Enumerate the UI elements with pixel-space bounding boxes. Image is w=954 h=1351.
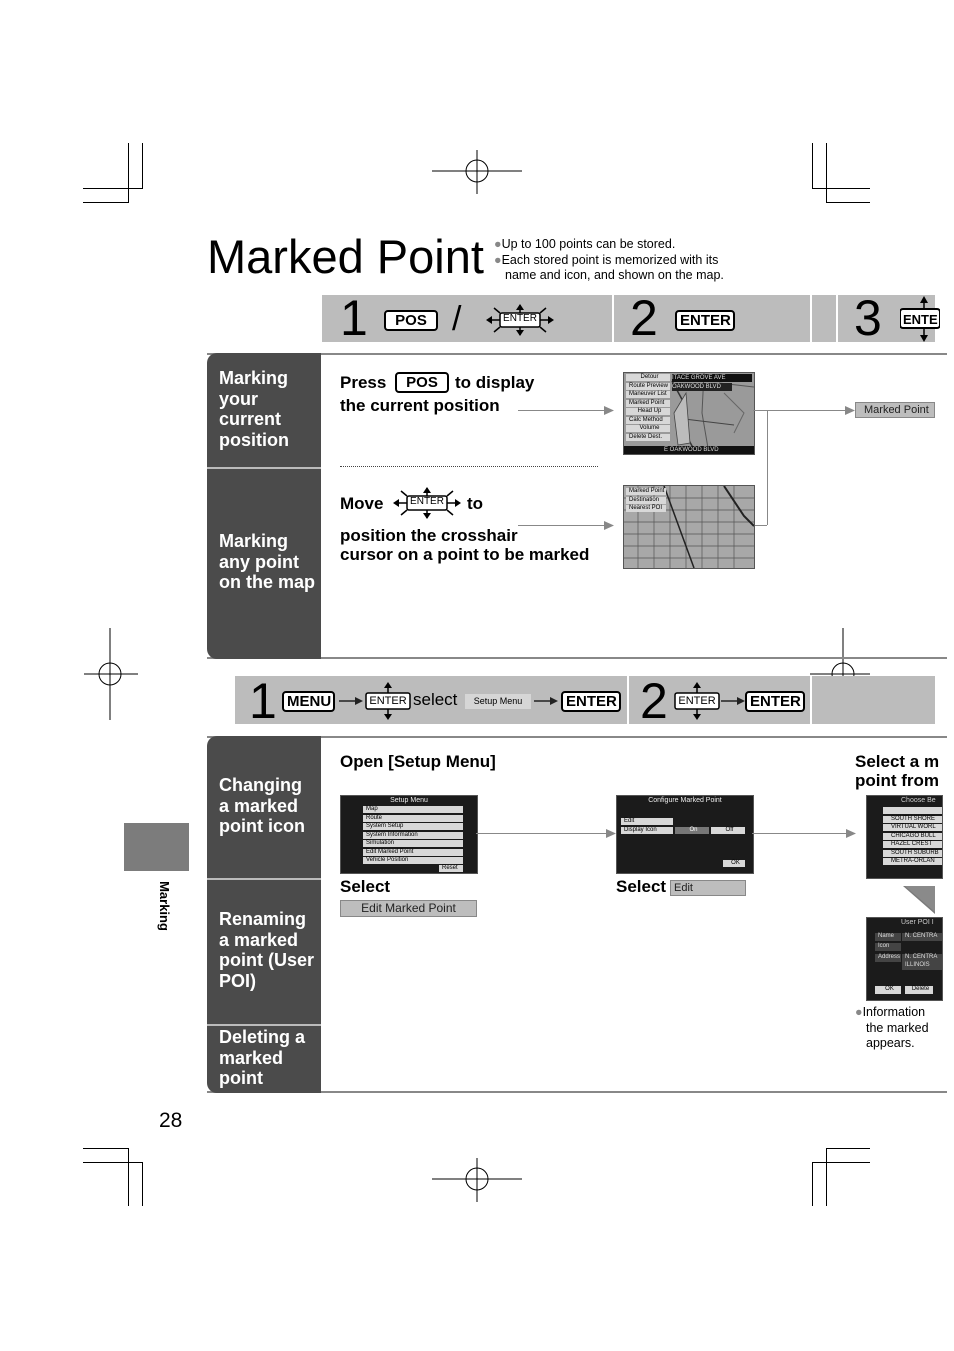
choose-title: Choose Be [901,797,936,804]
step-divider [612,295,614,342]
intro-notes [494,237,724,284]
section-changing-icon: Changing a marked point icon [219,775,305,836]
userpoi-address-val1: N. CENTRA [902,954,942,962]
setup-item: System Information [363,832,463,839]
select-label: Select [616,877,667,896]
chapter-tab [124,823,189,871]
crosshair-text-2: cursor on a point to be marked [340,545,590,564]
userpoi-address-val2: ILLINOIS [902,962,942,970]
page-title: Marked Point [207,230,484,283]
step-number-1: 1 [249,673,277,729]
userpoi-delete: Delete [905,986,933,994]
config-edit: Edit [621,818,673,825]
choose-item: METRA-ORLAN [883,858,943,865]
nav1-menu-item: Marked Point [626,400,670,407]
registration-mark-left [84,628,138,720]
edit-button: Edit [670,880,746,896]
user-poi-screen [866,917,943,1001]
choose-list [883,807,943,867]
chapter-tab-label: Marking [157,881,172,931]
setup-menu-screen [340,795,478,874]
connector-line [753,525,767,526]
userpoi-name-label: Name [875,933,901,941]
sidebar-divider [207,467,321,469]
nav1-menu-item: Delete Dest. [626,434,670,441]
section-marking-current: Marking your current position [219,368,289,450]
arrow-line [476,833,608,834]
enter-key-cut-label: ENTE [903,312,938,327]
setup-menu-chip: Setup Menu [465,694,531,709]
config-ok: OK [723,860,745,867]
arrow-icon [721,696,745,706]
enter-key: ENTER [745,691,805,712]
nav1-menu-item: Head Up [626,408,670,415]
nav1-menu-item: Calc Method [626,417,670,424]
step-number-2: 2 [630,290,658,346]
enter-label: ENTER [678,695,716,707]
arrow-icon [339,696,363,706]
setup-title: Setup Menu [390,797,428,804]
info-line-1: ●Information [855,1005,926,1019]
choose-item: HAZEL CREST [883,841,943,848]
section-marking-any: Marking any point on the map [219,531,316,592]
information-note [855,1005,929,1052]
step-number-2: 2 [640,673,668,729]
note-line-1: ●Up to 100 points can be stored. [494,237,676,251]
arrow-head [606,829,616,838]
userpoi-ok: OK [875,986,901,994]
userpoi-address-label: Address [875,954,901,962]
sidebar-divider [207,878,321,880]
note-line-3: name and icon, and shown on the map. [505,268,724,282]
select-label: Select [340,877,391,896]
pos-key: POS [384,310,438,331]
config-display-icon: Display Icon [621,827,673,834]
configure-marked-point-screen [616,795,754,874]
step-divider [627,676,629,724]
to-text: to [467,494,484,513]
registration-mark-bottom [430,1158,524,1202]
select-word: select [413,690,458,709]
joystick-enter-label: ENTER [503,313,537,324]
config-off: Off [711,827,745,834]
config-on: On [675,827,709,834]
street-bottom: E OAKWOOD BLVD [624,446,754,454]
press-pos-instruction: Press [340,373,387,392]
note-line-2: ●Each stored point is memorized with its [494,252,719,267]
arrow-head [604,406,614,415]
nav-screen-current-position [623,372,755,455]
street-top: ITACE GROVE AVE [672,374,752,382]
setup-reset: Reset [439,865,463,872]
joystick-enter-label: ENTER [410,496,444,507]
connector-line [767,410,768,525]
dotted-separator [340,466,598,467]
sidebar-divider [207,1024,321,1026]
slash: / [452,300,462,338]
arrow-line [752,833,848,834]
arrow-line [518,410,606,411]
setup-list [363,806,463,866]
edit-marked-point-button: Edit Marked Point [340,900,477,917]
config-title: Configure Marked Point [648,797,722,804]
to-display-text: to display [455,373,535,392]
pos-key-inline: POS [395,372,449,393]
choose-icon-screen [866,795,943,879]
nav1-menu-item: Route Preview [626,383,670,390]
move-text: Move [340,494,384,513]
arrow-icon [534,696,558,706]
setup-item: Vehicle Position [363,857,463,864]
setup-item: Edit Marked Point [363,849,463,856]
enter-label: ENTER [369,695,407,707]
nav2-menu-item: Nearest POI [626,505,666,512]
nav1-menu-item: Detour [626,374,670,381]
page-number: 28 [159,1109,183,1132]
userpoi-title: User POI I [901,919,934,926]
nav1-menu-item: Maneuver List [626,391,670,398]
connector-line [767,410,847,411]
step-number-3: 3 [854,290,882,346]
userpoi-icon-label: Icon [875,943,901,951]
setup-item: System Setup [363,823,463,830]
crosshair-text-1: position the crosshair [340,526,518,545]
down-triangle-icon [903,886,943,914]
nav1-menu [626,374,670,442]
menu-key: MENU [282,691,335,712]
info-line-2: the marked [866,1020,929,1035]
select-a-heading-2: point from [855,771,940,790]
setup-item: Route [363,815,463,822]
select-a-heading-1: Select a m [855,752,940,771]
current-position-text: the current position [340,396,500,415]
setup-item: Map [363,806,463,813]
arrow-head [604,521,614,530]
open-setup-heading: Open [Setup Menu] [340,752,496,771]
choose-item: VIRTUAL WORL [883,824,943,831]
choose-item: SOUTH SHORE [883,816,943,823]
userpoi-name-val: N. CENTRA [902,933,942,941]
marked-point-button: Marked Point [855,402,935,418]
info-line-3: appears. [866,1036,915,1050]
nav-screen-map [623,485,755,569]
step-divider [810,295,812,342]
nav2-menu-item: Destination [626,497,666,504]
choose-blank-row [883,807,943,814]
nav2-menu [626,488,666,514]
step-divider [836,295,838,342]
arrow-head [845,406,855,415]
arrow-line [518,525,606,526]
connector-line [753,410,767,411]
section-renaming: Renaming a marked point (User POI) [219,909,315,991]
arrow-head [846,829,856,838]
choose-item: SOUTH SUBURB [883,850,943,857]
step-number-1: 1 [340,290,368,346]
step-divider [810,676,812,724]
setup-item: Simulation [363,840,463,847]
nav1-menu-item: Volume [626,425,670,432]
registration-mark-top [430,150,524,194]
street-2: OAKWOOD BLVD [672,383,732,391]
nav2-menu-item: Marked Point [626,488,666,495]
section-deleting: Deleting a marked point [219,1027,306,1088]
enter-key: ENTER [675,310,735,331]
choose-item: CHICAGO BULL [883,833,943,840]
enter-key: ENTER [561,691,621,712]
